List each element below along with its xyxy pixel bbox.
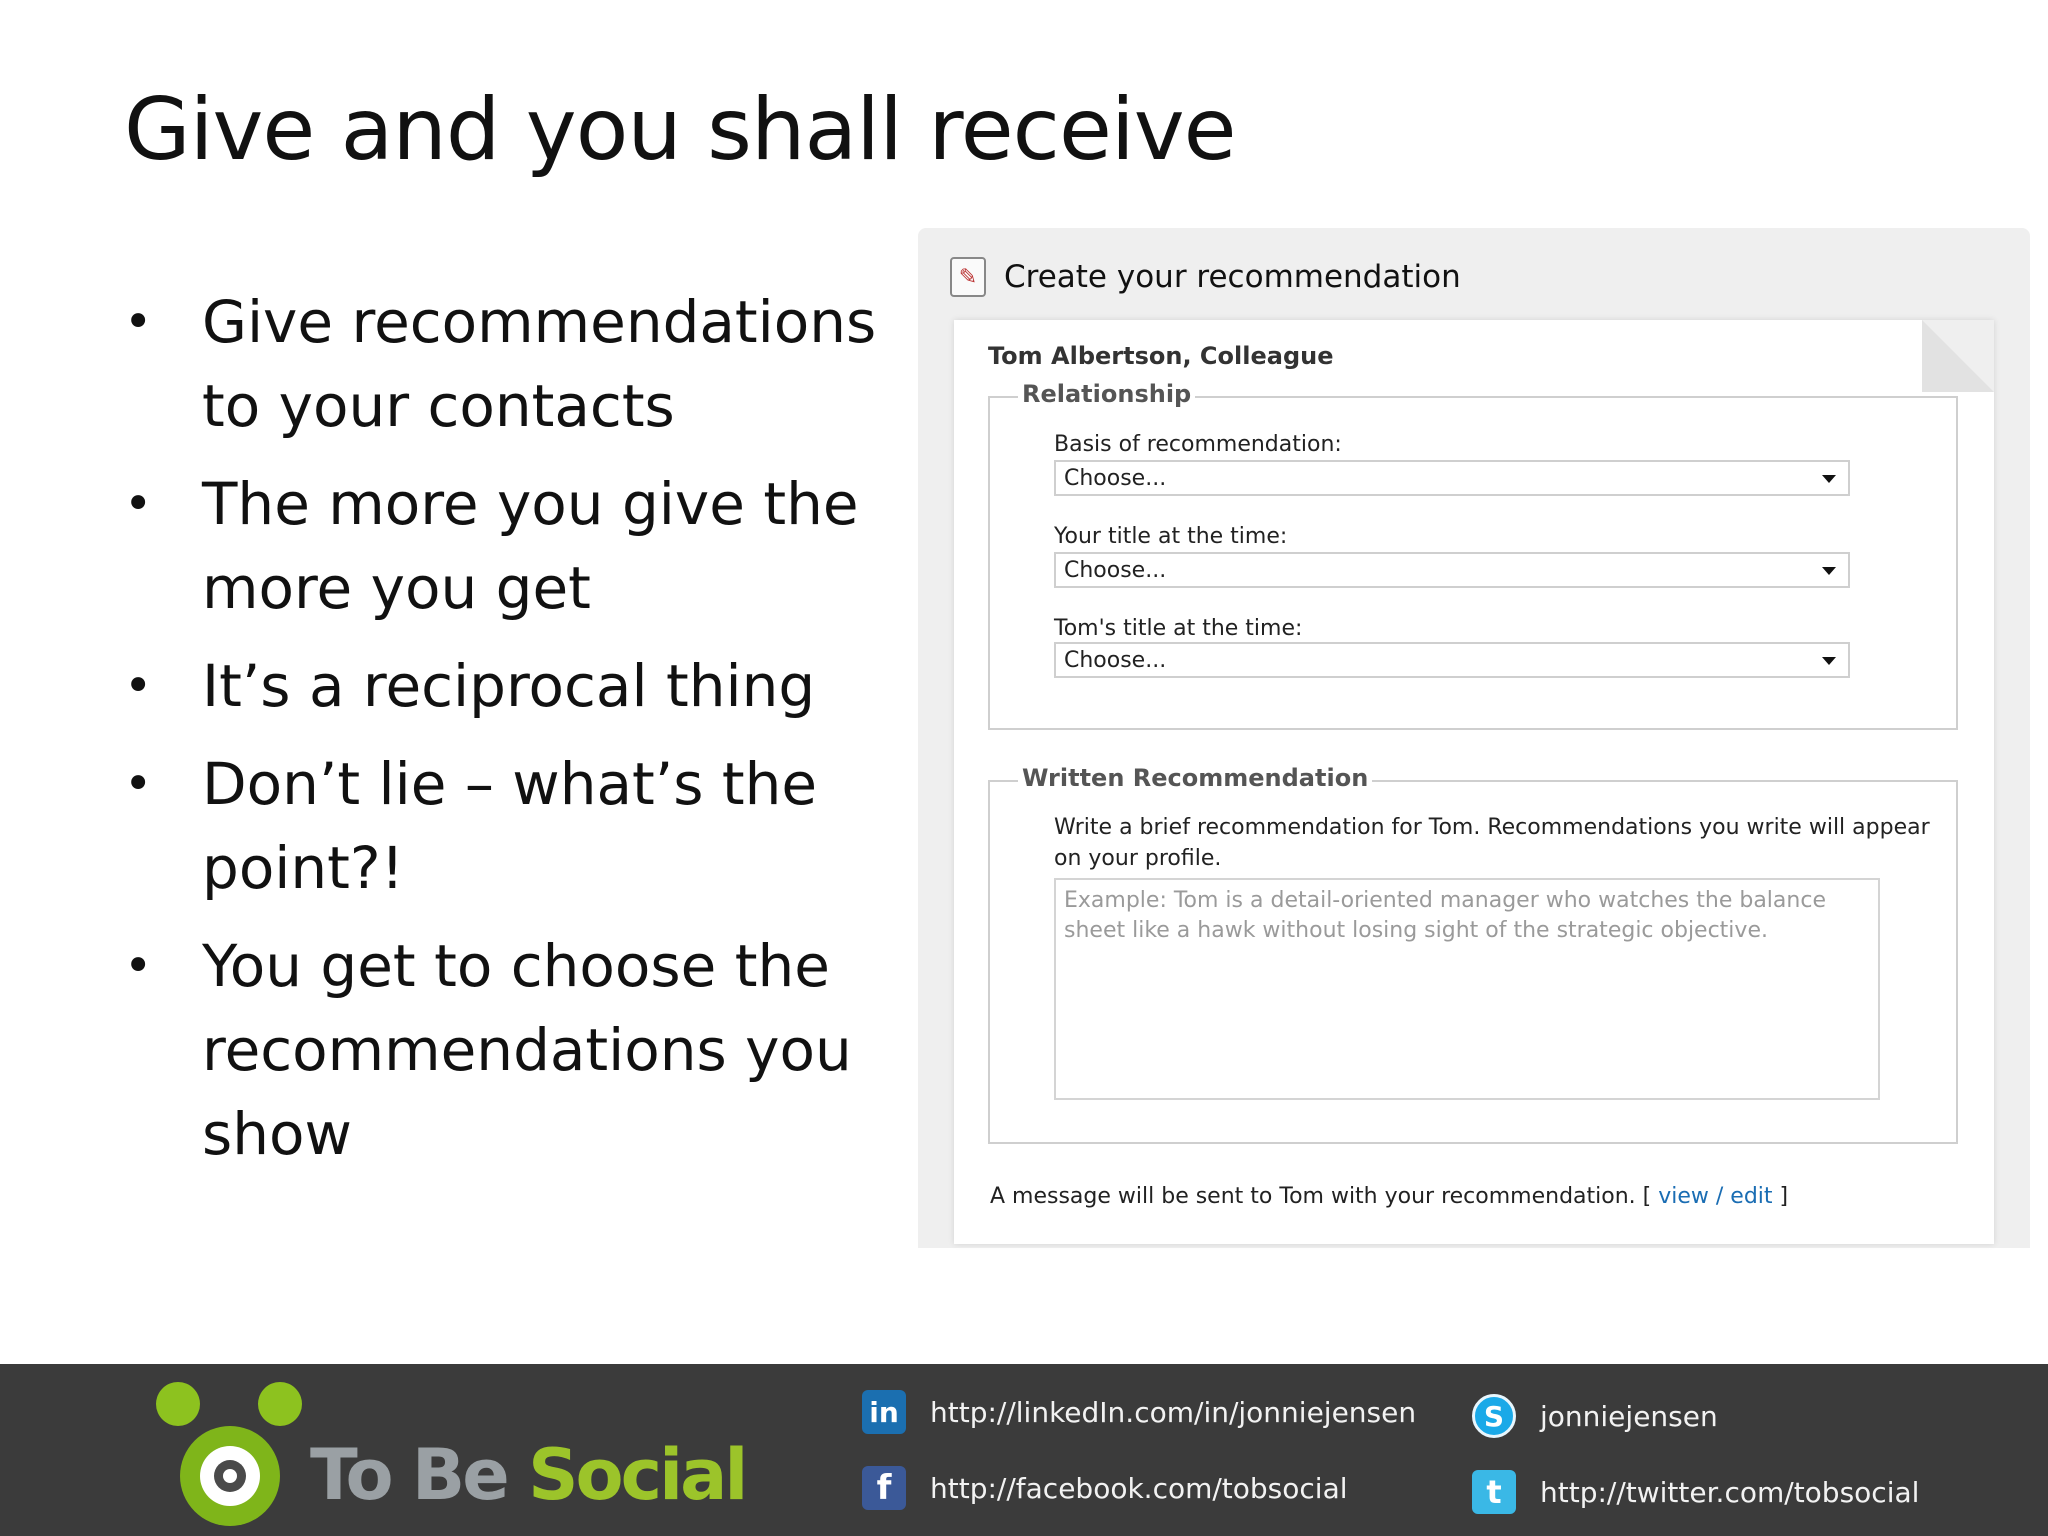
recommendation-textarea[interactable]: [1054, 878, 1880, 1100]
bullet-text: Don’t lie – what’s the point?!: [202, 750, 818, 902]
logo-text-be: Be: [411, 1434, 529, 1516]
your-title-select[interactable]: [1054, 552, 1850, 588]
twitter-link[interactable]: [1472, 1470, 1919, 1514]
bullet-item: [124, 644, 884, 728]
logo-text-social: Social: [528, 1434, 746, 1516]
written-recommendation-fieldset: [988, 764, 1958, 1144]
chevron-down-icon: [1822, 657, 1836, 665]
bullet-dot-icon: •: [124, 658, 153, 714]
logo-mascot-icon: [150, 1378, 330, 1528]
notification-message: [990, 1184, 1788, 1209]
bullet-text: Give recommendations to your contacts: [202, 288, 877, 440]
recommendation-icon: ✎: [950, 257, 986, 297]
basis-label: Basis of recommendation:: [1054, 432, 1342, 457]
bullet-item: [124, 924, 884, 1176]
toms-title-select-value: Choose...: [1064, 647, 1167, 673]
facebook-url: http://facebook.com/tobsocial: [930, 1471, 1348, 1505]
linkedin-link[interactable]: [862, 1390, 1416, 1434]
toms-title-select[interactable]: [1054, 642, 1850, 678]
message-text: A message will be sent to Tom with your recommendation. [: [990, 1184, 1652, 1209]
logo-wordmark: [310, 1434, 745, 1516]
bullet-text: You get to choose the recommendations you show: [202, 932, 852, 1168]
relationship-fieldset: [988, 380, 1958, 730]
recommendation-card: [954, 320, 1994, 1244]
skype-handle: jonniejensen: [1540, 1399, 1718, 1433]
twitter-url: http://twitter.com/tobsocial: [1540, 1475, 1920, 1509]
chevron-down-icon: [1822, 567, 1836, 575]
bullet-text: The more you give the more you get: [202, 470, 859, 622]
your-title-label: Your title at the time:: [1054, 524, 1288, 549]
skype-link[interactable]: [1472, 1394, 1718, 1438]
linkedin-url: http://linkedIn.com/in/jonniejensen: [930, 1395, 1417, 1429]
logo-text-to: To: [310, 1434, 412, 1516]
page-fold-icon: [1922, 320, 1994, 392]
view-edit-link[interactable]: view / edit: [1658, 1184, 1773, 1209]
footer-bar: [0, 1364, 2048, 1536]
message-close: ]: [1772, 1184, 1789, 1209]
facebook-link[interactable]: [862, 1466, 1348, 1510]
bullet-item: [124, 280, 884, 448]
bullet-item: [124, 742, 884, 910]
basis-select[interactable]: [1054, 460, 1850, 496]
recommendation-panel: [918, 228, 2030, 1248]
your-title-select-value: Choose...: [1064, 557, 1167, 583]
written-recommendation-hint: Write a brief recommendation for Tom. Recommendations you write will appear on your profile.: [1054, 815, 1930, 871]
toms-title-label: Tom's title at the time:: [1054, 616, 1303, 641]
facebook-icon: f: [862, 1466, 906, 1510]
slide-title: Give and you shall receive: [124, 80, 1236, 180]
written-recommendation-legend: Written Recommendation: [1018, 764, 1372, 792]
recipient-name: Tom Albertson, Colleague: [988, 342, 1334, 370]
recommendation-placeholder: Example: Tom is a detail-oriented manager who watches the balance sheet like a hawk without losing sight of the strategic objective.: [1064, 888, 1826, 943]
bullet-dot-icon: •: [124, 938, 153, 994]
to-be-social-logo: [150, 1378, 746, 1528]
skype-icon: S: [1472, 1394, 1516, 1438]
panel-header: [950, 252, 1461, 302]
bullet-list: [124, 280, 884, 1190]
bullet-dot-icon: •: [124, 756, 153, 812]
linkedin-icon: in: [862, 1390, 906, 1434]
twitter-icon: t: [1472, 1470, 1516, 1514]
bullet-dot-icon: •: [124, 294, 153, 350]
bullet-item: [124, 462, 884, 630]
relationship-legend: Relationship: [1018, 380, 1195, 408]
bullet-text: It’s a reciprocal thing: [202, 652, 816, 720]
chevron-down-icon: [1822, 475, 1836, 483]
basis-select-value: Choose...: [1064, 465, 1167, 491]
panel-title: Create your recommendation: [1004, 259, 1461, 295]
bullet-dot-icon: •: [124, 476, 153, 532]
